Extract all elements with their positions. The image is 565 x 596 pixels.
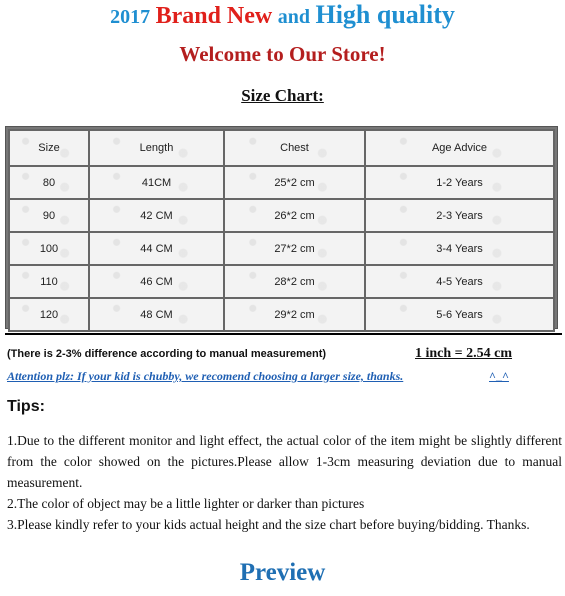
headline-high-quality: High quality bbox=[315, 0, 455, 29]
cell-age: 5-6 Years bbox=[365, 298, 554, 331]
tip-item: 3.Please kindly refer to your kids actual height and the size chart before buying/bidding. Thanks. bbox=[7, 517, 530, 532]
cell-length: 44 CM bbox=[89, 232, 224, 265]
divider bbox=[5, 333, 562, 335]
cell-size: 80 bbox=[9, 166, 89, 199]
cell-chest: 28*2 cm bbox=[224, 265, 365, 298]
tip-item: 1.Due to the different monitor and light effect, the actual color of the item might be slightly different from the color showed on the pictures.Please allow 1-3cm measuring deviation due to manual measurement. bbox=[7, 433, 562, 490]
cell-age: 4-5 Years bbox=[365, 265, 554, 298]
table-row bbox=[9, 199, 554, 232]
tip-item: 2.The color of object may be a little lighter or darker than pictures bbox=[7, 496, 365, 511]
cell-chest: 29*2 cm bbox=[224, 298, 365, 331]
size-chart-title: Size Chart: bbox=[241, 86, 324, 105]
cell-size: 100 bbox=[9, 232, 89, 265]
inch-conversion: 1 inch = 2.54 cm bbox=[415, 346, 513, 361]
cell-age: 3-4 Years bbox=[365, 232, 554, 265]
cell-chest: 25*2 cm bbox=[224, 166, 365, 199]
table-row bbox=[9, 166, 554, 199]
header-length: Length bbox=[89, 130, 224, 166]
cell-age: 2-3 Years bbox=[365, 199, 554, 232]
measurement-note: (There is 2-3% difference according to manual measurement) bbox=[7, 348, 327, 360]
header-size: Size bbox=[9, 130, 89, 166]
cell-chest: 26*2 cm bbox=[224, 199, 365, 232]
header-chest: Chest bbox=[224, 130, 365, 166]
table-header-row bbox=[9, 130, 554, 166]
cell-length: 48 CM bbox=[89, 298, 224, 331]
cell-length: 42 CM bbox=[89, 199, 224, 232]
preview-heading: Preview bbox=[239, 559, 326, 586]
size-chart-table-frame bbox=[5, 126, 558, 329]
tips-title: Tips: bbox=[7, 398, 45, 415]
headline-year: 2017 bbox=[110, 6, 151, 28]
headline-and: and bbox=[277, 6, 310, 28]
smile-emoticon: ^_^ bbox=[489, 369, 509, 383]
table-row bbox=[9, 298, 554, 331]
headline-banner bbox=[0, 2, 565, 30]
table-row bbox=[9, 265, 554, 298]
cell-size: 110 bbox=[9, 265, 89, 298]
cell-length: 46 CM bbox=[89, 265, 224, 298]
welcome-message: Welcome to Our Store! bbox=[179, 42, 386, 66]
attention-note: Attention plz: If your kid is chubby, we recomend choosing a larger size, thanks. bbox=[7, 369, 404, 383]
cell-age: 1-2 Years bbox=[365, 166, 554, 199]
cell-size: 120 bbox=[9, 298, 89, 331]
tips-body bbox=[7, 430, 562, 535]
cell-chest: 27*2 cm bbox=[224, 232, 365, 265]
table-row bbox=[9, 232, 554, 265]
header-age-advice: Age Advice bbox=[365, 130, 554, 166]
headline-brand-new: Brand New bbox=[155, 3, 273, 29]
cell-size: 90 bbox=[9, 199, 89, 232]
cell-length: 41CM bbox=[89, 166, 224, 199]
size-chart-table bbox=[8, 129, 555, 332]
